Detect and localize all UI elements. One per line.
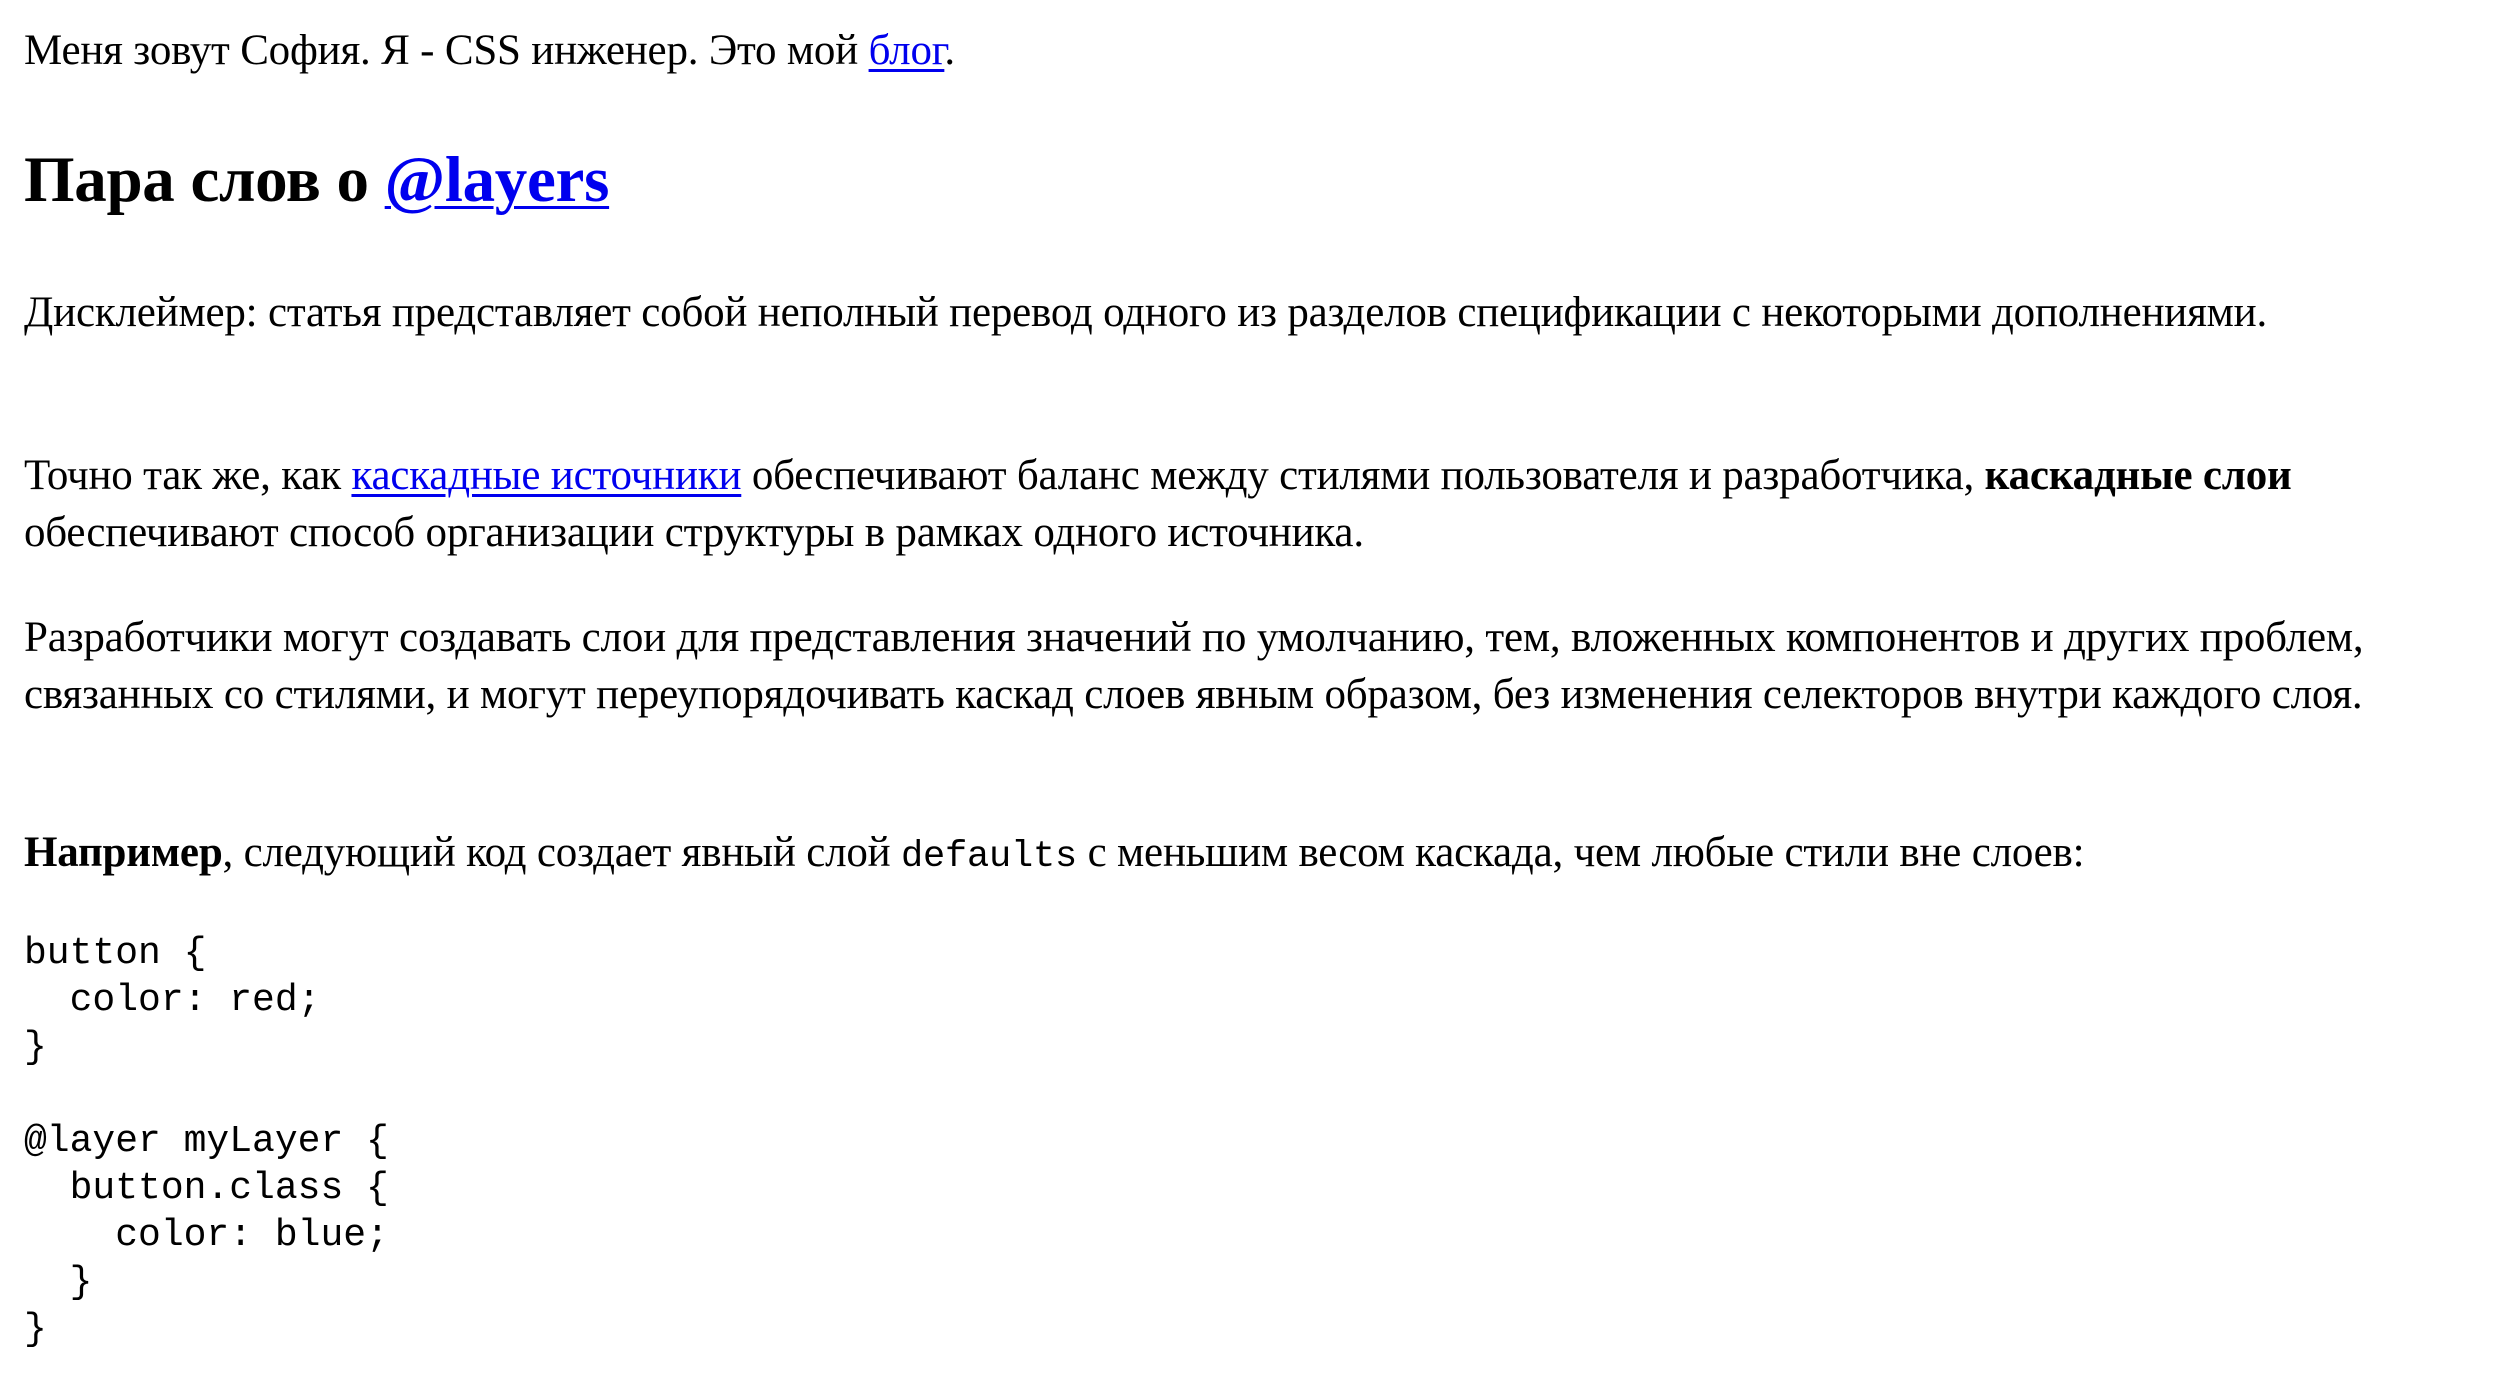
- example-text-end: с меньшим весом каскада, чем любые стили вне слоев:: [1077, 829, 2085, 876]
- cascade-text-middle: обеспечивают баланс между стилями пользователя и разработчика,: [741, 452, 1985, 499]
- cascade-layers-bold: каскадные слои: [1984, 452, 2292, 499]
- cascade-paragraph: [24, 447, 2504, 561]
- cascade-text-end: обеспечивают способ организации структуры в рамках одного источника.: [24, 509, 1364, 556]
- page-title-text: Пара слов о: [24, 144, 385, 216]
- cascade-text-start: Точно так же, как: [24, 452, 352, 499]
- intro-period: .: [944, 27, 955, 74]
- cascade-origins-link[interactable]: каскадные источники: [351, 452, 742, 499]
- defaults-inline-code: defaults: [901, 836, 1078, 878]
- layers-link[interactable]: @layers: [384, 144, 610, 216]
- developers-paragraph: Разработчики могут создавать слои для представления значений по умолчанию, тем, вложенных компонентов и других проблем, связанных со стилями, и могут переупорядочивать каскад слоев явным образом, без изменения селекторов внутри каждого слоя.: [24, 614, 2364, 718]
- disclaimer-paragraph: Дисклеймер: статья представляет собой неполный перевод одного из разделов спецификации с некоторыми дополнениями.: [24, 289, 2268, 336]
- intro-text: Меня зовут София. Я - CSS инженер. Это мой: [24, 27, 869, 74]
- blog-link[interactable]: блог: [868, 27, 945, 74]
- example-text-start: , следующий код создает явный слой: [222, 829, 902, 876]
- intro-paragraph: [24, 22, 955, 79]
- example-paragraph: [24, 824, 2084, 886]
- page-title: [24, 140, 609, 220]
- example-bold: Например: [24, 829, 223, 876]
- code-block: button { color: red; } @layer myLayer { button.class { color: blue; } }: [24, 932, 389, 1351]
